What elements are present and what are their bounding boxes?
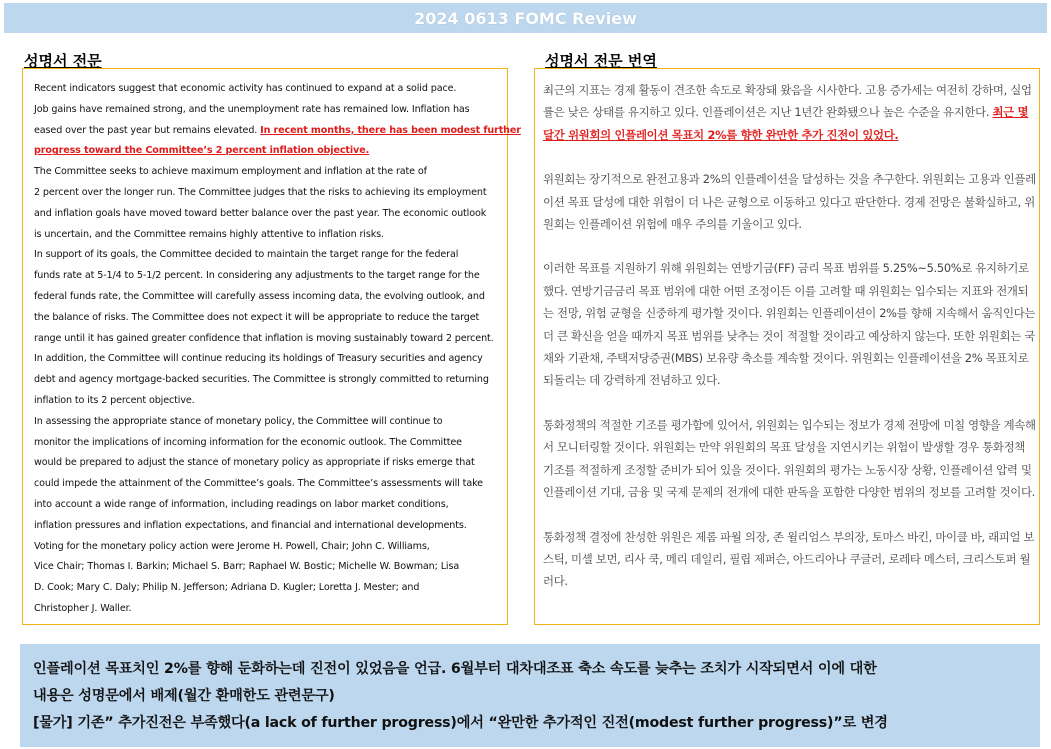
translation-paragraph: 통화정책 결정에 찬성한 위원은 제롬 파월 의장, 존 윌리엄스 부의장, 토마스 바킨, 마이클 바, 래피얼 보스틱, 미셸 보먼, 리사 쿡, 메리 데일리, 필립 제퍼슨, 아드리아나 쿠글러, 로레타 메스터, 크리스토퍼 월러다. bbox=[543, 529, 1035, 589]
statement-line: Voting for the monetary policy action were Jerome H. Powell, Chair; John C. Williams, bbox=[34, 540, 430, 552]
statement-line: and inflation goals have moved toward better balance over the past year. The economic outlook bbox=[34, 207, 487, 219]
statement-line: The Committee seeks to achieve maximum employment and inflation at the rate of bbox=[34, 166, 427, 178]
statement-line bbox=[34, 141, 507, 162]
statement-line: could impede the attainment of the Committee’s goals. The Committee’s assessments will take bbox=[34, 478, 483, 490]
statement-line: 2 percent over the longer run. The Committee judges that the risks to achieving its employment bbox=[34, 186, 487, 198]
statement-line: monitor the implications of incoming information for the economic outlook. The Committee bbox=[34, 436, 462, 448]
statement-line: the balance of risks. The Committee does not expect it will be appropriate to reduce the target bbox=[34, 311, 480, 323]
statement-line: would be prepared to adjust the stance of monetary policy as appropriate if risks emerge that bbox=[34, 457, 475, 469]
statement-line: Job gains have remained strong, and the unemployment rate has remained low. Inflation has bbox=[34, 103, 470, 115]
page-title: 2024 0613 FOMC Review bbox=[414, 8, 637, 28]
statement-line: Recent indicators suggest that economic activity has continued to expand at a solid pace. bbox=[34, 83, 457, 94]
summary-line: [물가] 기존” 추가진전은 부족했다(a lack of further progress)에서 “완만한 추가적인 진전(modest further progress)”로 변경 bbox=[33, 715, 888, 731]
statement-line: debt and agency mortgage-backed securities. The Committee is strongly committed to returning bbox=[34, 374, 489, 386]
summary-box bbox=[20, 644, 1040, 747]
statement-line: In support of its goals, the Committee decided to maintain the target range for the federal bbox=[34, 249, 459, 261]
statement-line: funds rate at 5-1/4 to 5-1/2 percent. In considering any adjustments to the target range for the bbox=[34, 270, 480, 282]
statement-line: inflation to its 2 percent objective. bbox=[34, 394, 195, 406]
statement-line: range until it has gained greater confidence that inflation is moving sustainably toward 2 percent. bbox=[34, 332, 494, 344]
translation-paragraph: 위원회는 장기적으로 완전고용과 2%의 인플레이션을 달성하는 것을 추구한다. 위원회는 고용과 인플레이션 목표 달성에 대한 위험이 더 나은 균형으로 이동하고 있다고 판단한다. 경제 전망은 불확실하고, 위원회는 인플레이션 위험에 매우 주의를 기울이고 있다. bbox=[543, 172, 1036, 232]
english-statement-heading: 성명서 전문 bbox=[24, 52, 102, 70]
statement-line: Christopher J. Waller. bbox=[34, 602, 132, 614]
statement-line: Vice Chair; Thomas I. Barkin; Michael S. Barr; Raphael W. Bostic; Michelle W. Bowman; Lisa bbox=[34, 561, 460, 573]
korean-translation-panel bbox=[534, 68, 1040, 625]
statement-text: eased over the past year but remains elevated. bbox=[34, 124, 261, 136]
english-statement-panel bbox=[22, 68, 521, 625]
title-bar bbox=[4, 3, 1047, 33]
statement-line: In addition, the Committee will continue reducing its holdings of Treasury securities and agency bbox=[34, 353, 483, 365]
highlighted-statement-text: progress toward the Committee’s 2 percent inflation objective. bbox=[34, 145, 370, 157]
translation-text: 최근의 지표는 경제 활동이 견조한 속도로 확장돼 왔음을 시사한다. 고용 증가세는 여전히 강하며, 실업률은 낮은 상태를 유지하고 있다. 인플레이션은 지난 1년간 완화됐으나 높은 수준을 유지한다. bbox=[543, 83, 1032, 120]
highlighted-translation-text: 최근 몇 달간 위원회의 인플레이션 목표치 2%를 향한 완만한 추가 진전이 있었다. bbox=[543, 105, 1029, 142]
statement-line bbox=[34, 121, 521, 142]
statement-line: inflation pressures and inflation expectations, and financial and international developments. bbox=[34, 519, 467, 531]
highlighted-statement-text: In recent months, there has been modest further bbox=[260, 124, 521, 136]
korean-translation-heading: 성명서 전문 번역 bbox=[545, 52, 657, 70]
statement-line: D. Cook; Mary C. Daly; Philip N. Jefferson; Adriana D. Kugler; Loretta J. Mester; and bbox=[34, 582, 420, 594]
translation-paragraph: 이러한 목표를 지원하기 위해 위원회는 연방기금(FF) 금리 목표 범위를 5.25%~5.50%로 유지하기로 했다. 연방기금금리 목표 범위에 대한 어떤 조정이든 이를 고려할 때 위원회는 입수되는 지표와 전개되는 전망, 위험 균형을 신중하게 평가할 것이다. 위원회는 인플레이션이 2%를 향해 지속해서 움직인다는 더 큰 확신을 얻을 때까지 목표 범위를 낮추는 것이 적절할 것이라고 예상하지 않는다. 또한 위원회는 국채와 기관채, 주택저당증권(MBS) 보유량 축소를 계속할 것이다. 위원회는 인플레이션을 2% 목표치로 되돌리는 데 강력하게 전념하고 있다. bbox=[543, 261, 1036, 388]
summary-line: 내용은 성명문에서 배제(월간 환매한도 관련문구) bbox=[33, 688, 335, 704]
translation-paragraph bbox=[543, 79, 1037, 146]
summary-line: 인플레이션 목표치인 2%를 향해 둔화하는데 진전이 있었음을 언급. 6월부터 대차대조표 축소 속도를 늦추는 조치가 시작되면서 이에 대한 bbox=[33, 661, 877, 677]
statement-line: In assessing the appropriate stance of monetary policy, the Committee will continue to bbox=[34, 415, 443, 427]
statement-line: federal funds rate, the Committee will carefully assess incoming data, the evolving outlook, and bbox=[34, 290, 485, 302]
translation-paragraph: 통화정책의 적절한 기조를 평가함에 있어서, 위원회는 입수되는 정보가 경제 전망에 미칠 영향을 계속해서 모니터링할 것이다. 위원회는 만약 위원회의 목표 달성을 지연시키는 위험이 발생할 경우 통화정책 기조를 적절하게 조정할 준비가 되어 있을 것이다. 위원회의 평가는 노동시장 상황, 인플레이션 압력 및 인플레이션 기대, 금융 및 국제 문제의 전개에 대한 판독을 포함한 다양한 범위의 정보를 고려할 것이다. bbox=[543, 417, 1036, 500]
statement-line: into account a wide range of information, including readings on labor market conditions, bbox=[34, 498, 449, 510]
statement-line: is uncertain, and the Committee remains highly attentive to inflation risks. bbox=[34, 228, 384, 240]
